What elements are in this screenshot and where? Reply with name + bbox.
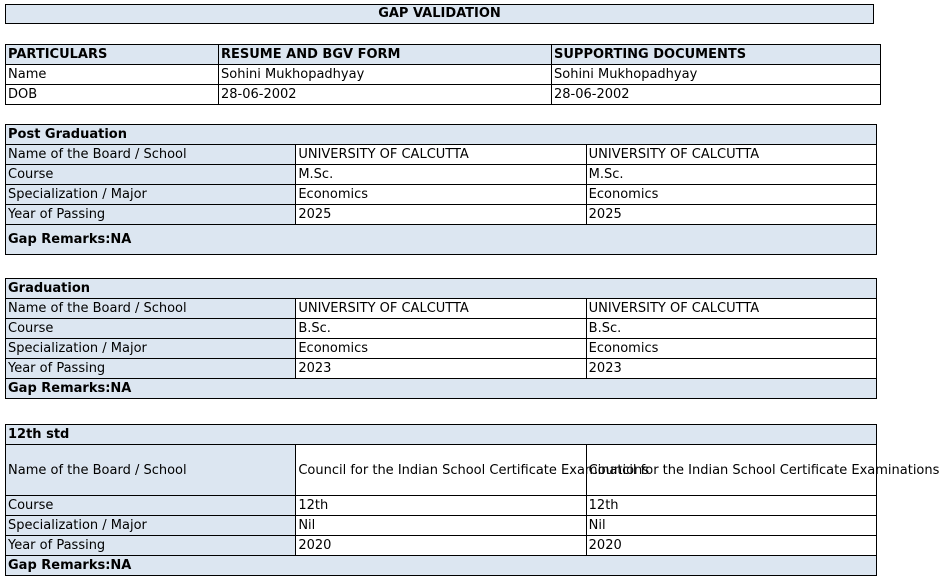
section-title: Post Graduation [6,125,877,145]
table-row [6,145,877,165]
12th-std-table [5,424,939,576]
resume-value: Nil [296,516,586,536]
resume-value: 12th [296,496,586,516]
table-row [6,319,877,339]
table-row [6,339,877,359]
docs-value: 28-06-2002 [552,85,881,105]
post-graduation-table [5,124,877,255]
docs-value: Economics [586,339,876,359]
table-row [6,85,881,105]
personal-details-table [5,44,881,105]
row-label: Year of Passing [6,359,296,379]
docs-value: 2023 [586,359,876,379]
docs-value: UNIVERSITY OF CALCUTTA [586,299,876,319]
table-row [6,496,877,516]
docs-value: UNIVERSITY OF CALCUTTA [586,145,876,165]
docs-value: 2025 [586,205,876,225]
section-title-row [6,279,877,299]
resume-value: Council for the Indian School Certificate Examinations [296,445,586,496]
docs-value: Economics [586,185,876,205]
section-title-row [6,125,877,145]
docs-value: Sohini Mukhopadhyay [552,65,881,85]
resume-value: Economics [296,185,586,205]
docs-value: 12th [586,496,876,516]
header-particulars: PARTICULARS [6,45,219,65]
row-label: Specialization / Major [6,516,296,536]
table-row [6,445,877,496]
row-label: Course [6,319,296,339]
gap-remarks-row [6,379,877,399]
docs-value: 2020 [586,536,876,556]
row-label: Name [6,65,219,85]
resume-value: B.Sc. [296,319,586,339]
row-label: Course [6,165,296,185]
resume-value: UNIVERSITY OF CALCUTTA [296,299,586,319]
gap-remarks: Gap Remarks:NA [6,556,877,576]
table-row [6,165,877,185]
table-row [6,185,877,205]
docs-value: B.Sc. [586,319,876,339]
table-row [6,516,877,536]
resume-value: UNIVERSITY OF CALCUTTA [296,145,586,165]
row-label: Name of the Board / School [6,299,296,319]
resume-value: 2023 [296,359,586,379]
gap-remarks: Gap Remarks:NA [6,225,877,255]
resume-value: 2020 [296,536,586,556]
table-header-row [6,45,881,65]
header-supporting-docs: SUPPORTING DOCUMENTS [552,45,881,65]
row-label: Course [6,496,296,516]
gap-remarks: Gap Remarks:NA [6,379,877,399]
header-resume-bgv: RESUME AND BGV FORM [219,45,552,65]
gap-remarks-row [6,556,877,576]
docs-value: M.Sc. [586,165,876,185]
page-title: GAP VALIDATION [5,4,874,24]
table-row [6,536,877,556]
row-label: Year of Passing [6,536,296,556]
section-title: 12th std [6,425,877,445]
resume-value: 28-06-2002 [219,85,552,105]
row-label: DOB [6,85,219,105]
table-row [6,299,877,319]
docs-value: Nil [586,516,876,536]
row-label: Name of the Board / School [6,445,296,496]
table-row [6,205,877,225]
docs-value: Council for the Indian School Certificate Examinations [586,445,876,496]
section-title: Graduation [6,279,877,299]
gap-remarks-row [6,225,877,255]
section-title-row [6,425,877,445]
resume-value: M.Sc. [296,165,586,185]
resume-value: Economics [296,339,586,359]
table-row [6,359,877,379]
row-label: Specialization / Major [6,185,296,205]
row-label: Year of Passing [6,205,296,225]
row-label: Specialization / Major [6,339,296,359]
row-label: Name of the Board / School [6,145,296,165]
graduation-table [5,278,877,399]
resume-value: Sohini Mukhopadhyay [219,65,552,85]
table-row [6,65,881,85]
resume-value: 2025 [296,205,586,225]
